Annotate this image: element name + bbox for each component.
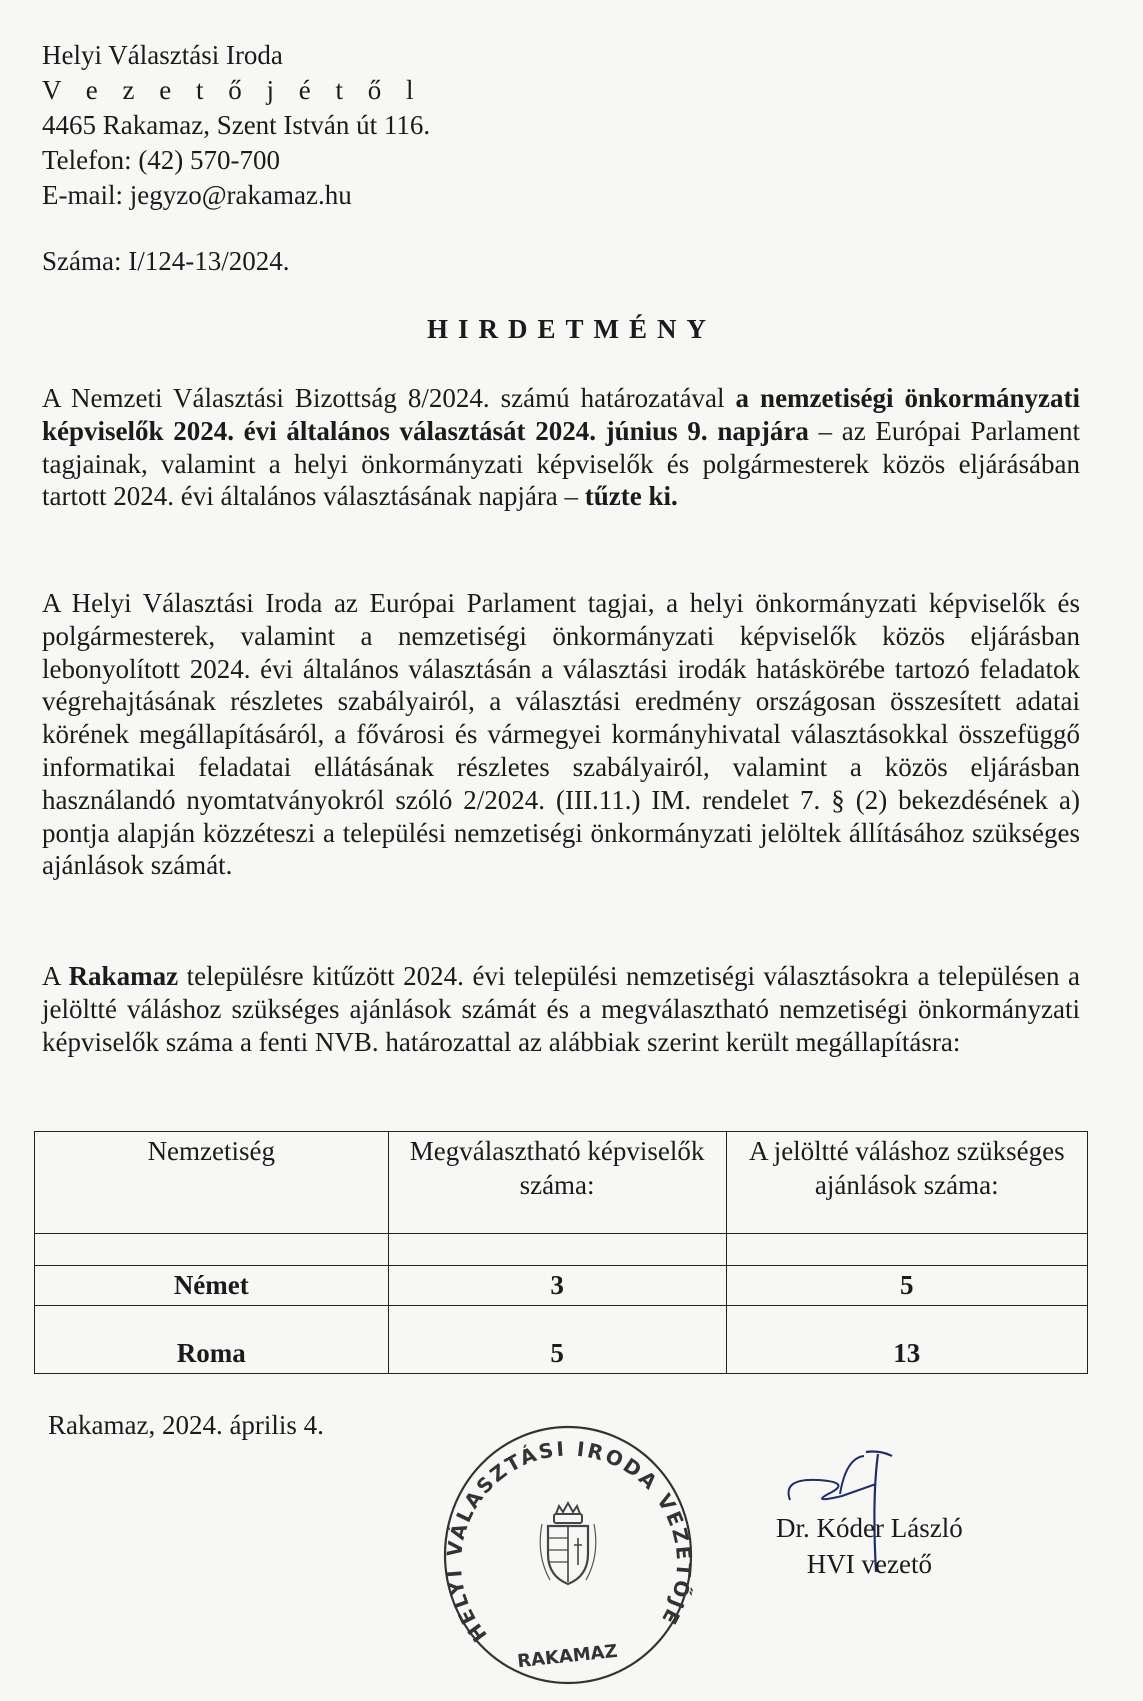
paragraph-3	[42, 960, 1080, 1058]
paragraph-2: A Helyi Választási Iroda az Európai Parlament tagjai, a helyi önkormányzati képviselők és polgármesterek, valamint a nemzetiségi önkormányzati képviselők közös eljárásban lebonyolított 2024. évi általános választásán a választási irodák hatáskörébe tartozó feladatok végrehajtásának részletes szabályairól, a választási eredmény országosan összesített adatai körének megállapításáról, a fővárosi és vármegyei kormányhivatal választásokkal összefüggő informatikai feladatai ellátásának részletes szabályairól, valamint a közös eljárásban használandó nyomtatványokról szóló 2/2024. (III.11.) IM. rendelet 7. § (2) bekezdésének a) pontja alapján közzéteszi a települési nemzetiségi önkormányzati jelöltek állításához szükséges ajánlások számát.	[42, 588, 1080, 881]
document-title: HIRDETMÉNY	[426, 314, 716, 344]
stamp-ring-text: HELYI VÁLASZTÁSI IRODA VEZETŐJE	[441, 1436, 697, 1647]
table-row	[35, 1266, 1088, 1306]
signer-role: HVI vezető	[806, 1549, 932, 1579]
official-stamp	[438, 1420, 698, 1690]
paragraph-1-bold-b: tűzte ki.	[584, 481, 678, 512]
stamp-town-text: RAKAMAZ	[516, 1640, 619, 1673]
signer-name: Dr. Kóder László	[776, 1513, 963, 1543]
nationality-table	[34, 1131, 1088, 1374]
table-row	[35, 1306, 1088, 1374]
recommendations-cell: 5	[726, 1266, 1087, 1306]
paragraph-3-town: Rakamaz	[68, 961, 179, 991]
paragraph-3-text-a: A	[42, 961, 69, 991]
table-header-row	[35, 1132, 1088, 1234]
header-recommendations: A jelöltté váláshoz szükséges ajánlások száma:	[726, 1132, 1087, 1234]
reference-number: Száma: I/124-13/2024.	[42, 246, 290, 276]
office-name: Helyi Választási Iroda	[42, 40, 283, 70]
nationality-cell: Roma	[35, 1306, 389, 1374]
paragraph-1	[42, 382, 1080, 513]
paragraph-1-bold-a: a nemzetiségi önkormányzati képviselők 2024. évi általános választását 2024. június 9. napjára	[42, 383, 1080, 446]
recommendations-cell: 13	[726, 1306, 1087, 1374]
header-nationality: Nemzetiség	[35, 1132, 389, 1234]
paragraph-1-text-a: A Nemzeti Választási Bizottság 8/2024. számú határozatával	[42, 383, 736, 413]
paragraph-1-text-b: – az Európai Parlament tagjainak, valamint a helyi önkormányzati képviselők és polgármesterek közös eljárásában tartott 2024. évi általános választásának napjára –	[42, 415, 1080, 512]
representatives-cell: 5	[388, 1306, 726, 1374]
address: 4465 Rakamaz, Szent István út 116.	[42, 110, 431, 140]
coat-of-arms-icon	[540, 1503, 596, 1584]
nationality-cell: Német	[35, 1266, 389, 1306]
signer-block	[776, 1510, 963, 1582]
date-place: Rakamaz, 2024. április 4.	[48, 1410, 324, 1440]
header-representatives: Megválasztható képviselők száma:	[388, 1132, 726, 1234]
phone: Telefon: (42) 570-700	[42, 145, 281, 175]
table-spacer-row	[35, 1234, 1088, 1266]
representatives-cell: 3	[388, 1266, 726, 1306]
from-line: V e z e t ő j é t ő l	[42, 75, 423, 105]
paragraph-3-text-b: településre kitűzött 2024. évi települési nemzetiségi választásokra a településen a jelöltté váláshoz szükséges ajánlások számát és a megválasztható nemzetiségi önkormányzati képviselők száma a fenti NVB. határozattal az alábbiak szerint került megállapításra:	[42, 961, 1080, 1057]
email: E-mail: jegyzo@rakamaz.hu	[42, 180, 352, 210]
sender-block	[42, 38, 430, 213]
